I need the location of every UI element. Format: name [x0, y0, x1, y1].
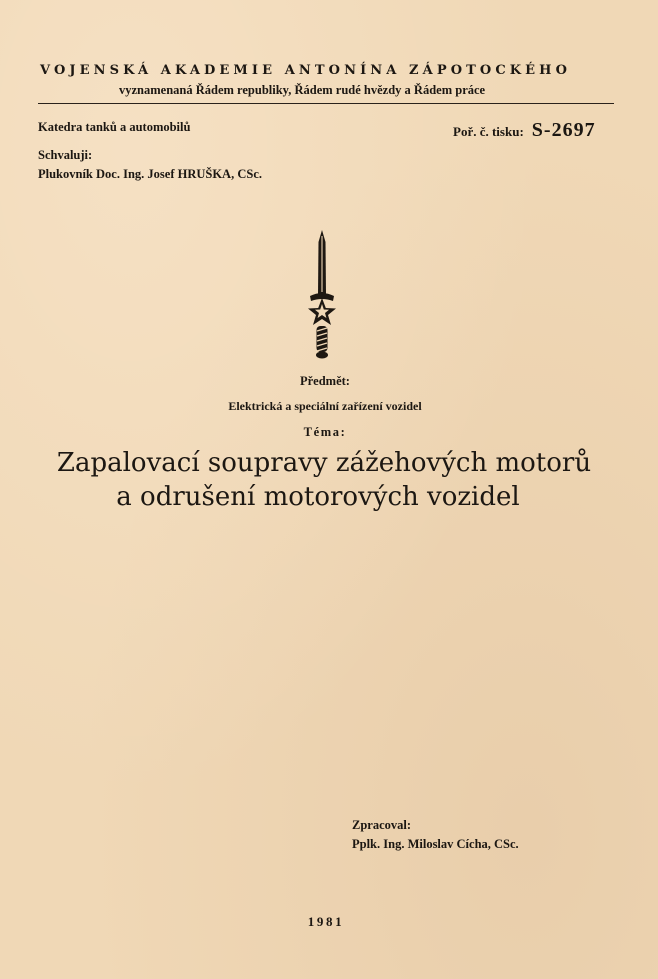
- approval-label: Schvaluji:: [38, 148, 93, 162]
- department-name: Katedra tanků a automobilů: [38, 120, 191, 134]
- header-divider: [38, 103, 614, 104]
- topic-label: Téma:: [303, 425, 347, 439]
- author-name: Pplk. Ing. Miloslav Cícha, CSc.: [352, 837, 519, 851]
- subject-label: Předmět:: [300, 374, 350, 388]
- document-title-line-1: Zapalovací soupravy zážehových motorů: [56, 448, 592, 478]
- author-label: Zpracoval:: [352, 818, 412, 832]
- publication-year: 1981: [307, 914, 345, 929]
- academy-name: VOJENSKÁ AKADEMIE ANTONÍNA ZÁPOTOCKÉHO: [40, 63, 571, 78]
- approver-name: Plukovník Doc. Ing. Josef HRUŠKA, CSc.: [38, 167, 262, 181]
- subject-name: Elektrická a speciální zařízení vozidel: [228, 399, 422, 413]
- dagger-with-star-emblem-icon: [300, 228, 344, 360]
- academy-award-line: vyznamenaná Řádem republiky, Řádem rudé hvězdy a Řádem práce: [119, 83, 486, 97]
- print-number-value: S-2697: [531, 119, 596, 141]
- document-title-line-2: a odrušení motorových vozidel: [116, 482, 520, 512]
- print-number: [453, 119, 596, 142]
- print-number-label: Poř. č. tisku:: [453, 124, 524, 139]
